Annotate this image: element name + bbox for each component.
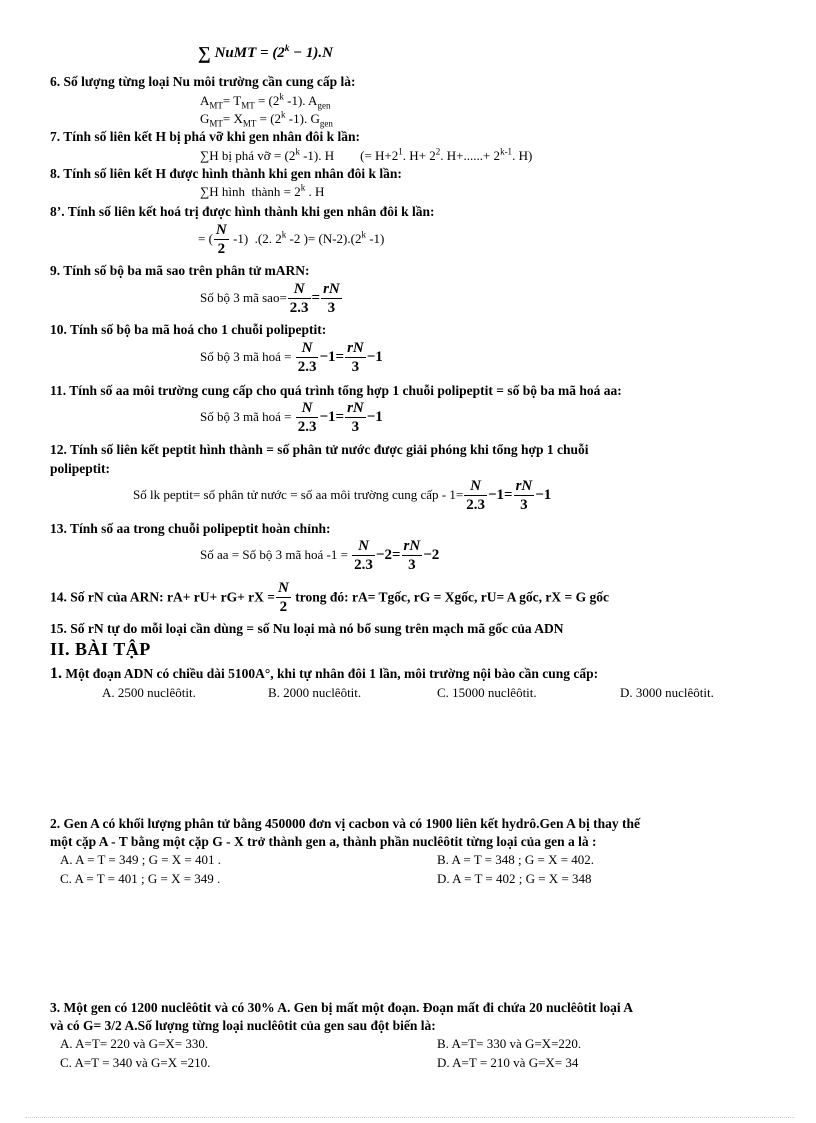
q3-option-c[interactable]: C. A=T = 340 và G=X =210. bbox=[60, 1055, 211, 1070]
q3-option-b[interactable]: B. A=T= 330 và G=X=220. bbox=[437, 1036, 582, 1051]
item-9-formula: Số bộ 3 mã sao= $\frac{N}{2.3}$ = $\frac{rN}{3}$ bbox=[200, 281, 340, 316]
item-12-formula: Số lk peptit= số phân tử nước = số aa môi trường cung cấp - 1= $\frac{N}{2.3}$ −1= $\frac{rN}{3}$ −1 bbox=[133, 478, 552, 513]
q1-option-a[interactable]: A. 2500 nuclêôtit. bbox=[102, 685, 196, 700]
item-6-formula-g: $G_{MT}= X_{MT} = (2^k$ -1). $G_{gen}$ bbox=[200, 109, 333, 129]
item-13-title: 13. Tính số aa trong chuỗi polipeptit hoàn chỉnh: bbox=[50, 521, 331, 536]
item-13-formula: Số aa = Số bộ 3 mã hoá -1 = $\frac{N}{2.3}$ −2= $\frac{rN}{3}$ −2 bbox=[200, 538, 440, 573]
q1-option-c[interactable]: C. 15000 nuclêôtit. bbox=[437, 685, 537, 700]
item-7-title: 7. Tính số liên kết H bị phá vỡ khi gen nhân đôi k lần: bbox=[50, 129, 360, 144]
item-9-title: 9. Tính số bộ ba mã sao trên phân tử mARN: bbox=[50, 263, 310, 278]
formula-sum-numt: ∑ NuMT = $(2^k - 1).N$ bbox=[198, 43, 333, 63]
question-3-line1: 3. Một gen có 1200 nuclêôtit và có 30% A. Gen bị mất một đoạn. Đoạn mất đi chứa 20 nuclêôtit loại A bbox=[50, 1000, 633, 1015]
item-10-formula: Số bộ 3 mã hoá = $\frac{N}{2.3}$ −1= $\frac{rN}{3}$ −1 bbox=[200, 340, 383, 375]
item-8p-title: 8’. Tính số liên kết hoá trị được hình thành khi gen nhân đôi k lần: bbox=[50, 204, 435, 219]
item-11-formula: Số bộ 3 mã hoá = $\frac{N}{2.3}$ −1= $\frac{rN}{3}$ −1 bbox=[200, 400, 383, 435]
item-11-title: 11. Tính số aa môi trường cung cấp cho quá trình tổng hợp 1 chuỗi polipeptit = số bộ ba mã hoá aa: bbox=[50, 383, 622, 398]
item-8-title: 8. Tính số liên kết H được hình thành khi gen nhân đôi k lần: bbox=[50, 166, 402, 181]
item-10-title: 10. Tính số bộ ba mã hoá cho 1 chuỗi polipeptit: bbox=[50, 322, 327, 337]
question-1-text: Một đoạn ADN có chiều dài 5100A°, khi tự nhân đôi 1 lần, môi trường nội bào cần cung cấp: bbox=[65, 666, 599, 681]
item-8p-formula: = ( $\frac{N}{2}$ -1) .(2. 2$^k$ -2 )= $(N-2).(2^k$ -1) bbox=[198, 222, 385, 257]
item-12-title-line1: 12. Tính số liên kết peptit hình thành = số phân tử nước được giải phóng khi tổng hợp 1 chuỗi bbox=[50, 442, 589, 457]
question-2-line1: 2. Gen A có khối lượng phân tử bằng 450000 đơn vị cacbon và có 1900 liên kết hydrô.Gen A bị thay thế bbox=[50, 816, 640, 831]
item-12-title-line2: polipeptit: bbox=[50, 461, 111, 476]
q2-option-a[interactable]: A. A = T = 349 ; G = X = 401 . bbox=[60, 852, 222, 867]
page-bottom-divider bbox=[25, 1117, 795, 1118]
item-6-formula-a: $A_{MT}= T_{MT} = (2^k$ -1). $A_{gen}$ bbox=[200, 91, 331, 111]
item-6-title: 6. Số lượng từng loại Nu môi trường cần cung cấp là: bbox=[50, 74, 356, 89]
question-2-line2: một cặp A - T bằng một cặp G - X trở thành gen a, thành phần nuclêôtit từng loại của gen a là : bbox=[50, 834, 597, 849]
item-14: 14. Số rN của ARN: rA+ rU+ rG+ rX = $\frac{N}{2}$ trong đó: rA= Tgốc, rG = Xgốc, rU= A gốc, rX = G gốc bbox=[50, 580, 609, 615]
q2-option-b[interactable]: B. A = T = 348 ; G = X = 402. bbox=[437, 852, 595, 867]
question-1-number: 1. bbox=[50, 665, 62, 682]
item-15-title: 15. Số rN tự do mỗi loại cần dùng = số Nu loại mà nó bổ sung trên mạch mã gốc của ADN bbox=[50, 621, 564, 636]
question-3-line2: và có G= 3/2 A.Số lượng từng loại nuclêôtit của gen sau đột biến là: bbox=[50, 1018, 436, 1033]
question-1 bbox=[50, 665, 598, 683]
q3-option-d[interactable]: D. A=T = 210 và G=X= 34 bbox=[437, 1055, 579, 1070]
section-2-heading: II. BÀI TẬP bbox=[50, 639, 151, 659]
q1-option-d[interactable]: D. 3000 nuclêôtit. bbox=[620, 685, 714, 700]
item-7-formula: ∑H bị phá vỡ = ($2^k$ -1). H (= $H+2^1$. $H+ 2^2$. $H+......+ 2^{k-1}$. H) bbox=[200, 146, 533, 163]
q1-option-b[interactable]: B. 2000 nuclêôtit. bbox=[268, 685, 362, 700]
q2-option-d[interactable]: D. A = T = 402 ; G = X = 348 bbox=[437, 871, 592, 886]
q3-option-a[interactable]: A. A=T= 220 và G=X= 330. bbox=[60, 1036, 209, 1051]
item-8-formula: ∑H hình thành = $2^k$ . H bbox=[200, 182, 325, 199]
q2-option-c[interactable]: C. A = T = 401 ; G = X = 349 . bbox=[60, 871, 221, 886]
